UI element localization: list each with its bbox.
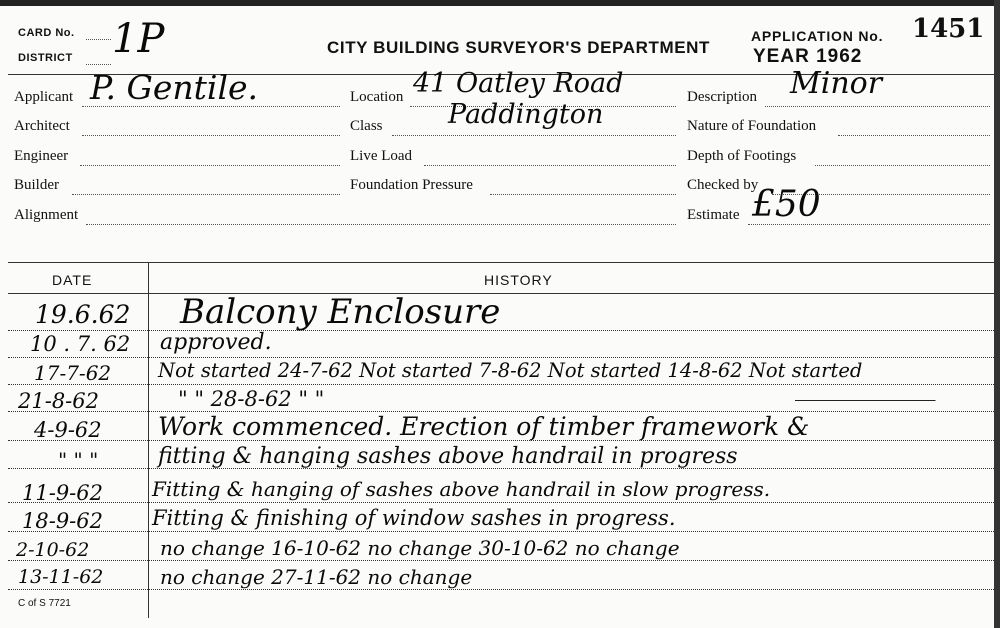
struck-out-entry [795,391,936,411]
card-top-edge [0,0,1000,6]
row-date: " " " [58,448,99,472]
row-date: 18-9-62 [22,509,103,533]
row-date: 10 . 7. 62 [30,332,131,356]
row-date: 21-8-62 [18,389,99,413]
card-no-label: CARD No. [18,27,75,39]
applicant-label: Applicant [14,89,74,105]
row-rule [8,531,994,532]
date-header: DATE [52,272,93,288]
row-date: 19.6.62 [35,300,131,329]
builder-label: Builder [14,177,59,193]
class-value: Paddington [448,99,604,130]
application-number: 1451 [912,14,985,44]
row-date: 13-11-62 [18,566,104,588]
district-label: DISTRICT [18,52,73,64]
description-label: Description [687,89,757,105]
depth-of-footings-label: Depth of Footings [687,148,797,164]
row-history: Fitting & hanging of sashes above handrail in slow progress. [152,477,771,501]
row-history: no change 16-10-62 no change 30-10-62 no change [160,536,680,560]
engineer-label: Engineer [14,148,69,164]
row-rule [8,357,994,358]
row-date: 2-10-62 [16,539,90,561]
alignment-label: Alignment [14,207,79,223]
foundation-pressure-label: Foundation Pressure [350,177,473,193]
class-dots [392,135,676,136]
row-date: 11-9-62 [22,481,103,505]
applicant-value: P. Gentile. [90,68,259,107]
table-top-rule [8,262,994,263]
estimate-label: Estimate [687,207,740,223]
architect-dots [82,135,340,136]
foundation-pressure-dots [490,194,676,195]
row-history: approved. [160,330,272,355]
row-history: " " 28-8-62 " " [178,387,325,411]
card-no-dots [86,39,111,40]
row-history: Fitting & finishing of window sashes in progress. [152,506,676,530]
card-right-edge [994,0,1000,628]
checked-by-label: Checked by [687,177,759,193]
location-value: 41 Oatley Road [413,68,624,99]
row-rule [8,502,994,503]
nature-of-foundation-dots [838,135,990,136]
estimate-value: £50 [752,184,821,225]
table-header-rule [8,293,994,294]
row-history: fitting & hanging sashes above handrail in progress [158,444,738,469]
row-rule [8,560,994,561]
row-history: Work commenced. Erection of timber framework & [158,412,810,441]
year-label: YEAR 1962 [753,46,863,67]
depth-of-footings-dots [815,165,990,166]
description-dots [765,106,990,107]
alignment-dots [86,224,676,225]
history-header: HISTORY [484,272,553,288]
row-rule [8,330,994,331]
district-value: 1P [112,16,165,62]
row-history: Balcony Enclosure [180,292,501,332]
row-history: Not started 24-7-62 Not started 7-8-62 Not started 14-8-62 Not started [158,359,863,382]
application-label: APPLICATION No. [751,28,884,44]
row-date: 17-7-62 [34,361,112,385]
description-value: Minor [790,66,883,101]
live-load-label: Live Load [350,148,413,164]
department-title: CITY BUILDING SURVEYOR'S DEPARTMENT [327,38,711,57]
engineer-dots [80,165,340,166]
row-history: no change 27-11-62 no change [160,565,473,589]
class-label: Class [350,118,383,134]
live-load-dots [424,165,676,166]
nature-of-foundation-label: Nature of Foundation [687,118,817,134]
form-number: C of S 7721 [18,598,71,609]
location-label: Location [350,89,404,105]
architect-label: Architect [14,118,70,134]
row-rule [8,589,994,590]
row-date: 4-9-62 [34,418,102,442]
builder-dots [72,194,340,195]
row-rule [8,384,994,385]
district-dots [86,64,111,65]
